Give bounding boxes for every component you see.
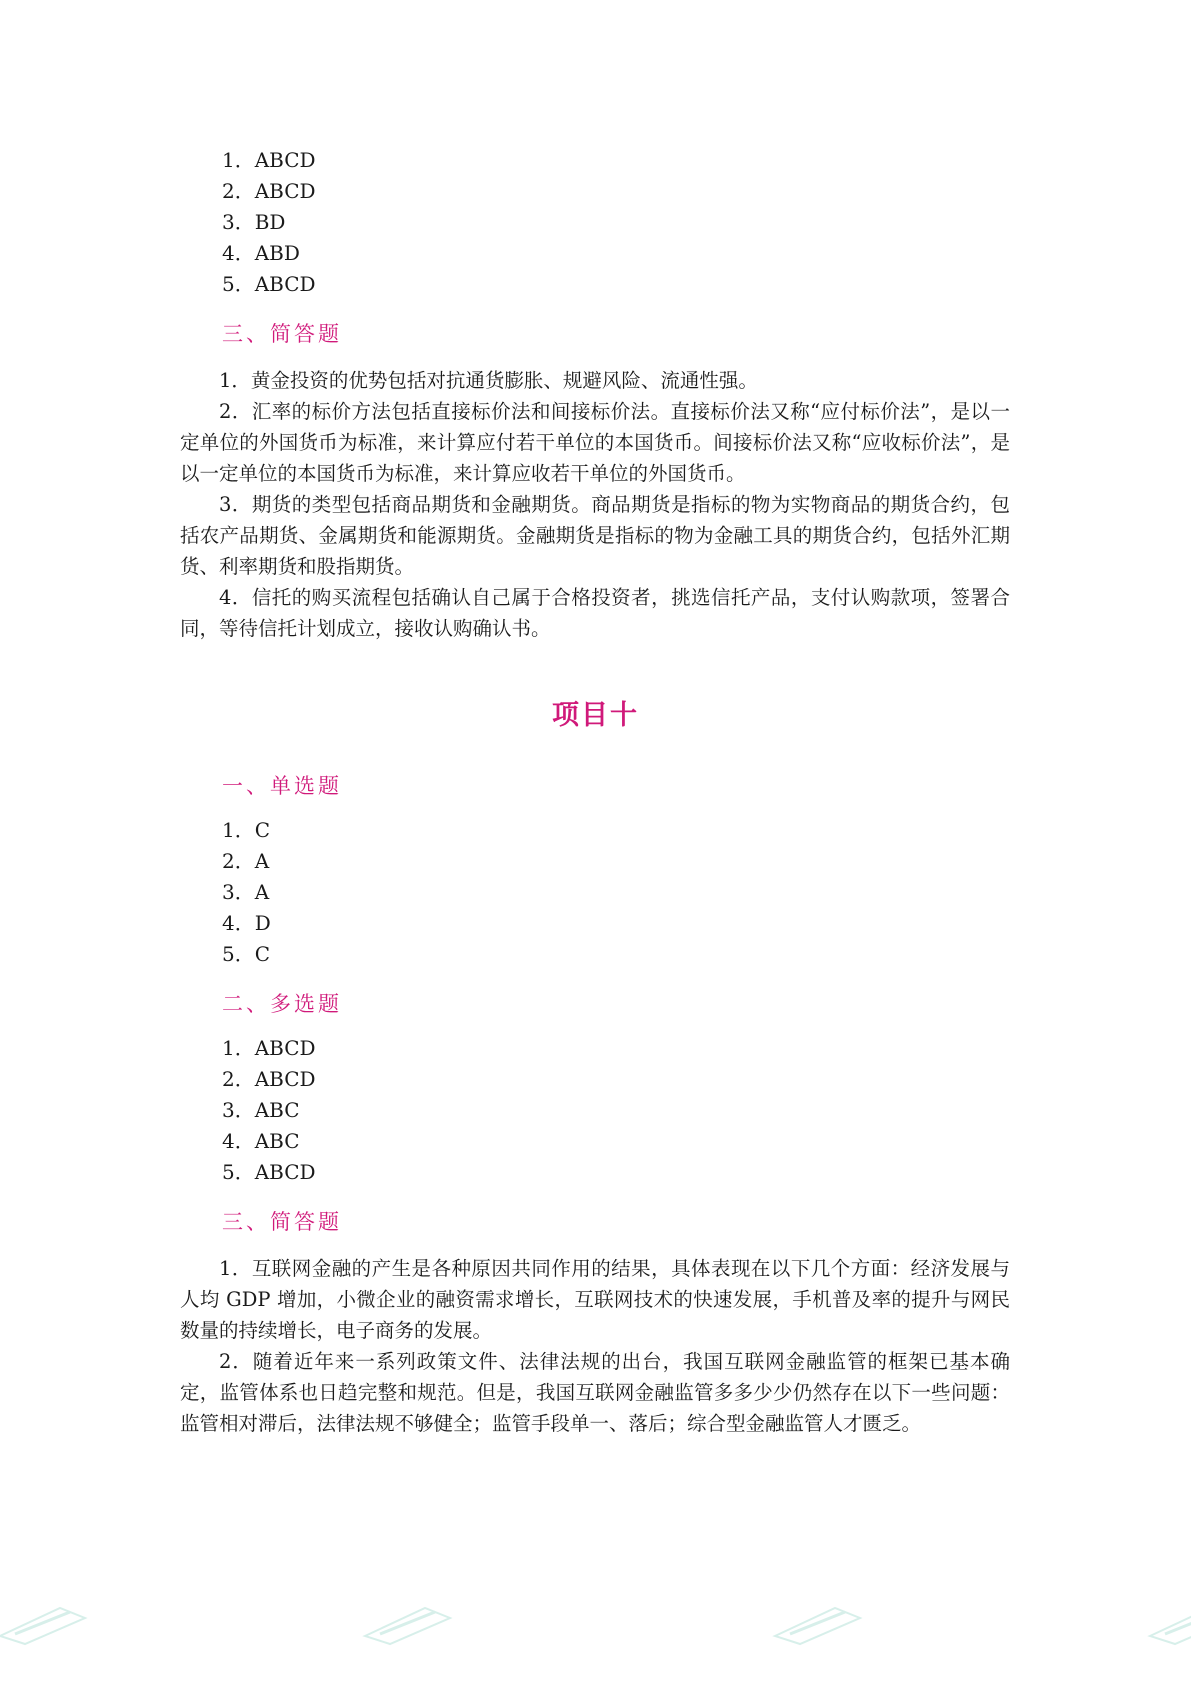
list-item: 1．ABCD [222, 1036, 316, 1060]
prev-short-answer-4: 4．信托的购买流程包括确认自己属于合格投资者，挑选信托产品，支付认购款项，签署合同，等待信托计划成立，接收认购确认书。 [180, 586, 1010, 640]
list-item: 2．A [222, 849, 270, 873]
multi-choice-heading: 二、多选题 [222, 992, 342, 1016]
list-item: 5．ABCD [222, 1160, 316, 1184]
multi-choice-answer-list [222, 1033, 316, 1188]
list-item: 5．ABCD [222, 272, 316, 296]
prev-short-answer-3: 3．期货的类型包括商品期货和金融期货。商品期货是指标的物为实物商品的期货合约，包括农产品期货、金属期货和能源期货。金融期货是指标的物为金融工具的期货合约，包括外汇期货、利率期货和股指期货。 [180, 493, 1010, 578]
watermark-logo-icon [765, 1598, 875, 1646]
short-answer-2: 2．随着近年来一系列政策文件、法律法规的出台，我国互联网金融监管的框架已基本确定，监管体系也日趋完整和规范。但是，我国互联网金融监管多多少少仍然存在以下一些问题：监管相对滞后，法律法规不够健全；监管手段单一、落后；综合型金融监管人才匮乏。 [180, 1350, 1010, 1435]
list-item: 3．BD [222, 210, 286, 234]
list-item: 5．C [222, 942, 271, 966]
list-item: 4．ABD [222, 241, 300, 265]
section-title: 项目十 [552, 700, 639, 731]
watermark-logo-icon [355, 1598, 465, 1646]
single-choice-answer-list [222, 815, 271, 970]
prev-short-answer-2: 2．汇率的标价方法包括直接标价法和间接标价法。直接标价法又称“应付标价法”，是以一定单位的外国货币为标准，来计算应付若干单位的本国货币。间接标价法又称“应收标价法”，是以一定单位的本国货币为标准，来计算应收若干单位的外国货币。 [180, 400, 1010, 485]
short-answer-heading: 三、简答题 [222, 1210, 342, 1234]
list-item: 2．ABCD [222, 1067, 316, 1091]
watermark-logo-icon [1140, 1598, 1191, 1646]
list-item: 1．C [222, 818, 271, 842]
prev-short-answer-1: 1．黄金投资的优势包括对抗通货膨胀、规避风险、流通性强。 [219, 369, 758, 392]
watermark-logo-icon [0, 1598, 100, 1646]
prev-multi-choice-answer-list [222, 145, 316, 300]
single-choice-heading: 一、单选题 [222, 774, 342, 798]
list-item: 4．ABC [222, 1129, 300, 1153]
list-item: 4．D [222, 911, 271, 935]
short-answer-1: 1．互联网金融的产生是各种原因共同作用的结果，具体表现在以下几个方面：经济发展与人均 GDP 增加，小微企业的融资需求增长，互联网技术的快速发展，手机普及率的提升与网民数量的持续增长，电子商务的发展。 [180, 1257, 1010, 1342]
prev-short-answer-heading: 三、简答题 [222, 322, 342, 346]
list-item: 3．ABC [222, 1098, 300, 1122]
list-item: 2．ABCD [222, 179, 316, 203]
list-item: 3．A [222, 880, 270, 904]
list-item: 1．ABCD [222, 148, 316, 172]
